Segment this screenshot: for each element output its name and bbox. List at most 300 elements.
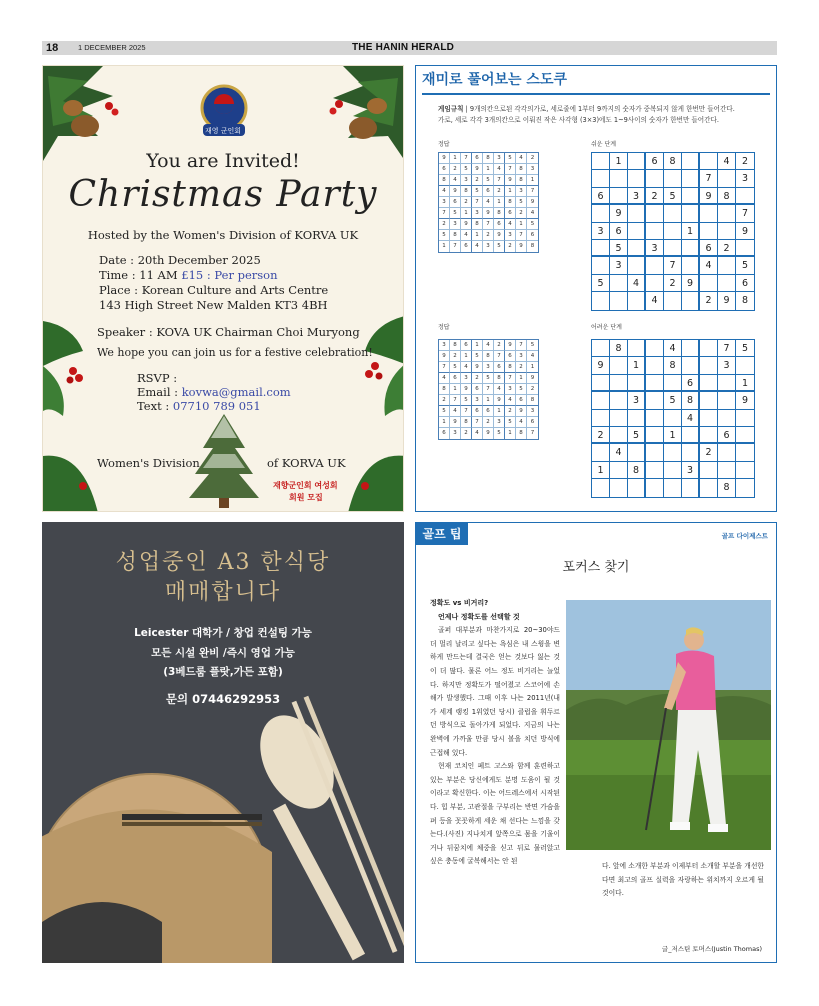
- sudoku-cell[interactable]: [682, 170, 700, 187]
- sudoku-cell[interactable]: [682, 427, 700, 444]
- sudoku-cell[interactable]: [664, 170, 682, 187]
- sudoku-cell[interactable]: [664, 292, 682, 309]
- sudoku-cell[interactable]: 6: [736, 275, 754, 292]
- sudoku-cell[interactable]: [736, 427, 754, 444]
- sudoku-cell: 7: [450, 241, 461, 252]
- sudoku-cell[interactable]: [700, 479, 718, 496]
- sudoku-cell: 4: [483, 197, 494, 208]
- sudoku-cell: 9: [439, 351, 450, 362]
- article-column-2: [602, 860, 764, 901]
- sudoku-cell[interactable]: [610, 275, 628, 292]
- article-headline: 포커스 찾기: [562, 560, 630, 575]
- sudoku-cell[interactable]: [736, 410, 754, 427]
- sudoku-cell[interactable]: 7: [664, 257, 682, 274]
- sudoku-cell[interactable]: 4: [646, 292, 664, 309]
- puzzle-grid-hard[interactable]: [591, 339, 755, 498]
- sudoku-cell: 2: [516, 208, 527, 219]
- sudoku-cell: 6: [472, 153, 483, 164]
- easy-label: 쉬운 단계: [591, 141, 617, 148]
- hope-line: We hope you can join us for a festive celebration!: [97, 346, 373, 359]
- sudoku-cell[interactable]: 5: [610, 240, 628, 257]
- sudoku-cell: 3: [461, 175, 472, 186]
- sudoku-cell: 5: [461, 395, 472, 406]
- sudoku-cell[interactable]: [592, 240, 610, 257]
- sudoku-cell[interactable]: [646, 275, 664, 292]
- sudoku-cell: 2: [527, 384, 538, 395]
- footer-korean-1: 재향군인회 여성회: [273, 481, 338, 490]
- sudoku-cell[interactable]: [718, 410, 736, 427]
- sudoku-cell: 9: [461, 219, 472, 230]
- ad-contact[interactable]: 문의 07446292953: [165, 692, 281, 706]
- sudoku-cell[interactable]: [628, 292, 646, 309]
- sudoku-cell[interactable]: [610, 357, 628, 374]
- sudoku-cell[interactable]: [610, 392, 628, 409]
- sudoku-cell[interactable]: 9: [718, 292, 736, 309]
- sudoku-cell: 3: [472, 208, 483, 219]
- sudoku-cell[interactable]: [610, 410, 628, 427]
- sudoku-cell: 3: [439, 340, 450, 351]
- sudoku-cell: 1: [527, 175, 538, 186]
- sudoku-cell[interactable]: [592, 444, 610, 461]
- sudoku-cell[interactable]: [718, 444, 736, 461]
- sudoku-cell[interactable]: 4: [610, 444, 628, 461]
- sudoku-cell[interactable]: 8: [741, 295, 749, 307]
- sudoku-cell[interactable]: [628, 375, 646, 392]
- sudoku-cell: 4: [472, 428, 483, 439]
- sudoku-cell: 8: [439, 175, 450, 186]
- sudoku-cell: 8: [505, 197, 516, 208]
- subhead-1: 정확도 vs 비거리?: [430, 599, 489, 607]
- sudoku-cell: 9: [461, 384, 472, 395]
- sudoku-cell[interactable]: 4: [628, 275, 646, 292]
- sudoku-cell[interactable]: 6: [718, 427, 736, 444]
- sudoku-cell[interactable]: [664, 205, 682, 222]
- sudoku-cell[interactable]: [646, 444, 664, 461]
- sudoku-cell: 2: [450, 164, 461, 175]
- sudoku-cell: 3: [527, 406, 538, 417]
- sudoku-cell: 9: [505, 340, 516, 351]
- sudoku-cell[interactable]: [682, 479, 700, 496]
- sudoku-cell[interactable]: 8: [610, 340, 628, 357]
- sudoku-cell[interactable]: [700, 153, 718, 170]
- sudoku-cell[interactable]: [646, 375, 664, 392]
- sudoku-cell: 9: [494, 230, 505, 241]
- christmas-invitation: [42, 65, 404, 512]
- sudoku-cell[interactable]: [718, 392, 736, 409]
- sudoku-cell[interactable]: 5: [628, 427, 646, 444]
- sudoku-cell[interactable]: [682, 205, 700, 222]
- text-line: Text : 07710 789 051: [137, 399, 261, 413]
- sudoku-cell[interactable]: [628, 479, 646, 496]
- sudoku-cell: 7: [483, 219, 494, 230]
- sudoku-cell: 4: [505, 219, 516, 230]
- sudoku-cell[interactable]: [718, 170, 736, 187]
- sudoku-cell[interactable]: [718, 205, 736, 222]
- email-link[interactable]: kovwa@gmail.com: [181, 385, 291, 399]
- sudoku-cell[interactable]: 2: [700, 292, 718, 309]
- sudoku-cell[interactable]: [592, 340, 610, 357]
- sudoku-cell: 6: [450, 197, 461, 208]
- sudoku-cell: 2: [439, 395, 450, 406]
- sudoku-cell[interactable]: 3: [592, 223, 610, 240]
- issue-date: 1 DECEMBER 2025: [78, 43, 146, 52]
- sudoku-cell[interactable]: 2: [700, 444, 718, 461]
- sudoku-cell[interactable]: [682, 240, 700, 257]
- sudoku-cell[interactable]: [592, 392, 610, 409]
- sudoku-cell[interactable]: 3: [736, 170, 754, 187]
- sudoku-cell[interactable]: [628, 340, 646, 357]
- sudoku-cell[interactable]: 9: [610, 205, 628, 222]
- party-title: Christmas Party: [68, 174, 378, 215]
- sudoku-cell: 2: [505, 406, 516, 417]
- sudoku-cell: 7: [516, 340, 527, 351]
- sudoku-cell: 4: [516, 417, 527, 428]
- sudoku-cell: 8: [530, 243, 535, 249]
- sudoku-cell: 6: [505, 351, 516, 362]
- sudoku-cell: 9: [505, 175, 516, 186]
- sudoku-cell[interactable]: [664, 240, 682, 257]
- sudoku-cell: 3: [450, 219, 461, 230]
- sudoku-cell: 5: [505, 153, 516, 164]
- sudoku-cell: 5: [472, 351, 483, 362]
- sudoku-cell[interactable]: [610, 427, 628, 444]
- address-line: 143 High Street New Malden KT3 4BH: [99, 298, 328, 312]
- sudoku-cell[interactable]: 1: [664, 427, 682, 444]
- sudoku-cell: 2: [516, 362, 527, 373]
- sudoku-cell[interactable]: [646, 427, 664, 444]
- sudoku-cell[interactable]: 9: [592, 357, 610, 374]
- sudoku-cell: 2: [527, 153, 538, 164]
- sudoku-cell: 3: [483, 362, 494, 373]
- puzzle-grid-easy[interactable]: [591, 152, 755, 311]
- sudoku-cell[interactable]: 4: [682, 410, 700, 427]
- sudoku-cell[interactable]: [700, 462, 718, 479]
- sudoku-cell[interactable]: [736, 188, 754, 205]
- ad-line-3: (3베드룸 플랏,가든 포함): [163, 666, 283, 678]
- sudoku-cell[interactable]: [700, 357, 718, 374]
- sudoku-cell: 1: [439, 241, 450, 252]
- sudoku-cell[interactable]: 2: [718, 240, 736, 257]
- sudoku-cell: 4: [483, 340, 494, 351]
- sudoku-cell[interactable]: [592, 479, 610, 496]
- golfer-photo: [566, 600, 771, 850]
- sudoku-cell[interactable]: 2: [664, 275, 682, 292]
- sudoku-cell[interactable]: 7: [718, 340, 736, 357]
- sudoku-cell: 6: [439, 428, 450, 439]
- sudoku-cell[interactable]: [592, 257, 610, 274]
- answer-label-easy: 정답: [438, 141, 450, 148]
- sudoku-cell[interactable]: [718, 275, 736, 292]
- sudoku-cell: 9: [483, 208, 494, 219]
- sudoku-cell: 7: [472, 197, 483, 208]
- sudoku-panel: [415, 65, 777, 512]
- sudoku-cell: 8: [516, 428, 527, 439]
- sudoku-cell[interactable]: 9: [736, 392, 754, 409]
- answer-grid-easy: [438, 152, 539, 253]
- sudoku-cell[interactable]: [628, 240, 646, 257]
- sudoku-cell[interactable]: 1: [628, 357, 646, 374]
- sudoku-cell[interactable]: [592, 170, 610, 187]
- sudoku-cell[interactable]: [664, 223, 682, 240]
- sudoku-cell: 7: [483, 384, 494, 395]
- hard-label: 어려운 단계: [591, 324, 622, 331]
- sudoku-cell[interactable]: [592, 292, 610, 309]
- sudoku-cell[interactable]: [682, 340, 700, 357]
- sudoku-cell[interactable]: 4: [718, 153, 736, 170]
- sudoku-cell[interactable]: 5: [736, 340, 754, 357]
- sudoku-cell: 8: [450, 340, 461, 351]
- invite-heading: You are Invited!: [146, 150, 300, 172]
- sudoku-cell: 9: [516, 241, 527, 252]
- sudoku-cell: 7: [505, 164, 516, 175]
- sudoku-cell: 5: [472, 186, 483, 197]
- sudoku-cell[interactable]: [718, 462, 736, 479]
- sudoku-cell[interactable]: [628, 444, 646, 461]
- sudoku-cell[interactable]: 5: [736, 257, 754, 274]
- sudoku-cell[interactable]: 5: [664, 392, 682, 409]
- sudoku-cell: 6: [472, 406, 483, 417]
- sudoku-cell[interactable]: [628, 170, 646, 187]
- sudoku-cell[interactable]: 1: [736, 375, 754, 392]
- sudoku-cell: 6: [461, 241, 472, 252]
- sudoku-cell[interactable]: 3: [628, 392, 646, 409]
- sudoku-cell[interactable]: [700, 205, 718, 222]
- subhead-2: 언제나 정확도를 선택할 것: [438, 612, 520, 621]
- sudoku-cell[interactable]: [646, 462, 664, 479]
- speaker-line: Speaker : KOVA UK Chairman Choi Muryong: [97, 325, 360, 339]
- sudoku-cell: 9: [450, 186, 461, 197]
- sudoku-cell[interactable]: [628, 205, 646, 222]
- sudoku-cell[interactable]: [628, 223, 646, 240]
- sudoku-cell[interactable]: 5: [664, 188, 682, 205]
- sudoku-cell: 5: [450, 362, 461, 373]
- sudoku-cell[interactable]: [736, 357, 754, 374]
- sudoku-cell[interactable]: 2: [646, 188, 664, 205]
- sudoku-cell: 8: [494, 373, 505, 384]
- sudoku-cell[interactable]: 6: [646, 153, 664, 170]
- sudoku-cell: 5: [483, 373, 494, 384]
- sudoku-cell[interactable]: [610, 479, 628, 496]
- ad-headline-1: 성업중인 A3 한식당: [115, 550, 331, 575]
- sudoku-cell[interactable]: 8: [664, 153, 682, 170]
- sudoku-cell[interactable]: [592, 375, 610, 392]
- sudoku-cell: 4: [439, 373, 450, 384]
- sudoku-cell: 3: [472, 395, 483, 406]
- sudoku-cell[interactable]: [646, 340, 664, 357]
- sudoku-cell[interactable]: [700, 375, 718, 392]
- sudoku-cell[interactable]: [664, 462, 682, 479]
- sudoku-cell[interactable]: [682, 292, 700, 309]
- sudoku-cell[interactable]: 1: [592, 462, 610, 479]
- sudoku-cell: 5: [527, 219, 538, 230]
- sudoku-cell: 7: [461, 406, 472, 417]
- sudoku-cell[interactable]: [610, 170, 628, 187]
- sudoku-cell: 9: [494, 395, 505, 406]
- sudoku-cell: 4: [494, 384, 505, 395]
- sudoku-cell: 1: [494, 406, 505, 417]
- sudoku-cell[interactable]: 9: [736, 223, 754, 240]
- sudoku-cell[interactable]: 6: [700, 240, 718, 257]
- sudoku-cell[interactable]: 3: [610, 257, 628, 274]
- paragraph-2: 현재 코치인 페트 고스와 함께 훈련하고 있는 부분은 당신에게도 분명 도움이 될 것이라고 확신한다. 이는 어드레스에서 시작된다. 힙 부분, 고관절을 구부리는 반면 가슴을 펴 등을 꼿꼿하게 세운 채 선다는 느낌을 갖는다.(사진) 지나치게 앞쪽으로 몸을 기울이거나 뒤꿈치에 체중을 싣고 뒤로 물러앉고 싶은 충동에 굴복해서는 안 된: [430, 762, 560, 866]
- sudoku-cell: 6: [494, 219, 505, 230]
- sudoku-cell[interactable]: 6: [610, 223, 628, 240]
- sudoku-cell: 3: [450, 428, 461, 439]
- sudoku-cell[interactable]: 4: [664, 340, 682, 357]
- sudoku-cell[interactable]: [682, 444, 700, 461]
- sudoku-cell[interactable]: [718, 257, 736, 274]
- sudoku-cell: 7: [527, 186, 538, 197]
- sudoku-cell[interactable]: 3: [718, 357, 736, 374]
- sudoku-cell[interactable]: [682, 257, 700, 274]
- sudoku-cell[interactable]: [610, 292, 628, 309]
- sudoku-cell[interactable]: [682, 357, 700, 374]
- sudoku-cell[interactable]: [700, 340, 718, 357]
- sudoku-cell: 1: [439, 417, 450, 428]
- sudoku-cell: 8: [483, 351, 494, 362]
- sudoku-cell[interactable]: [664, 479, 682, 496]
- sudoku-cell: 3: [483, 241, 494, 252]
- sudoku-cell[interactable]: [718, 223, 736, 240]
- sudoku-cell: 2: [472, 373, 483, 384]
- sudoku-cell: 4: [439, 186, 450, 197]
- sudoku-cell[interactable]: 4: [700, 257, 718, 274]
- article-column-1: [430, 597, 560, 937]
- sudoku-cell[interactable]: [646, 205, 664, 222]
- sudoku-cell: 1: [505, 186, 516, 197]
- sudoku-cell[interactable]: 9: [700, 188, 718, 205]
- sudoku-cell[interactable]: [682, 153, 700, 170]
- sudoku-cell: 1: [483, 395, 494, 406]
- sudoku-cell[interactable]: [736, 240, 754, 257]
- sudoku-cell: 5: [439, 406, 450, 417]
- sudoku-cell[interactable]: [610, 188, 628, 205]
- sudoku-cell[interactable]: [592, 153, 610, 170]
- sudoku-cell[interactable]: [628, 410, 646, 427]
- sudoku-cell[interactable]: 2: [736, 153, 754, 170]
- date-line: Date : 20th December 2025: [99, 253, 261, 267]
- sudoku-cell[interactable]: 6: [592, 188, 610, 205]
- sudoku-cell[interactable]: [736, 444, 754, 461]
- sudoku-cell[interactable]: [646, 479, 664, 496]
- sudoku-cell: 1: [450, 153, 461, 164]
- sudoku-cell: 2: [483, 417, 494, 428]
- sudoku-cell: 2: [450, 351, 461, 362]
- ad-line-1: Leicester 대학가 / 창업 컨설팅 가능: [134, 627, 312, 639]
- sudoku-cell[interactable]: [646, 257, 664, 274]
- time-line: Time : 11 AM £15 : Per person: [99, 268, 278, 282]
- sudoku-cell: 7: [494, 351, 505, 362]
- sudoku-cell[interactable]: [628, 153, 646, 170]
- sudoku-cell: 4: [516, 153, 527, 164]
- sudoku-cell[interactable]: 8: [628, 462, 646, 479]
- sudoku-cell: 5: [516, 384, 527, 395]
- sudoku-cell: 9: [516, 406, 527, 417]
- sudoku-cell: 7: [530, 430, 535, 436]
- sudoku-cell: 1: [516, 373, 527, 384]
- sudoku-cell[interactable]: 1: [682, 223, 700, 240]
- sudoku-cell[interactable]: 2: [592, 427, 610, 444]
- sudoku-cell: 4: [472, 241, 483, 252]
- sudoku-cell[interactable]: [646, 223, 664, 240]
- sudoku-cell: 9: [472, 164, 483, 175]
- sudoku-cell[interactable]: [592, 205, 610, 222]
- sudoku-cell: 7: [439, 362, 450, 373]
- sudoku-cell[interactable]: 3: [628, 188, 646, 205]
- sudoku-cell[interactable]: [700, 410, 718, 427]
- sudoku-cell: 1: [527, 362, 538, 373]
- sudoku-cell[interactable]: [664, 410, 682, 427]
- sudoku-cell[interactable]: [664, 375, 682, 392]
- sudoku-cell: 3: [505, 384, 516, 395]
- footer-korean-2: 회원 모집: [289, 493, 323, 502]
- sudoku-cell[interactable]: [646, 410, 664, 427]
- sudoku-cell[interactable]: 8: [682, 392, 700, 409]
- sudoku-cell: 5: [494, 428, 505, 439]
- sudoku-cell[interactable]: 7: [700, 170, 718, 187]
- sudoku-cell: 1: [505, 428, 516, 439]
- sudoku-cell: 6: [527, 230, 538, 241]
- sudoku-cell: 6: [505, 208, 516, 219]
- sudoku-rules: 게임규칙 | 9개의칸으로된 각각의가로, 세로줄에 1부터 9까지의 숫자가 중복되지 않게 한번만 들어간다. 가로, 세로 각각 3개의칸으로 이뤄진 작은 사각형 (3×3)에도 1~9사이의 숫자가 한번만 들어간다.: [438, 105, 735, 124]
- sudoku-cell: 2: [461, 428, 472, 439]
- sudoku-cell: 2: [483, 230, 494, 241]
- sudoku-cell: 8: [483, 153, 494, 164]
- sudoku-cell[interactable]: 1: [610, 153, 628, 170]
- sudoku-cell[interactable]: [610, 375, 628, 392]
- sudoku-cell[interactable]: [646, 357, 664, 374]
- phone-number[interactable]: 07710 789 051: [172, 399, 261, 413]
- sudoku-cell[interactable]: 3: [646, 240, 664, 257]
- sudoku-cell[interactable]: 7: [736, 205, 754, 222]
- sudoku-cell[interactable]: [682, 188, 700, 205]
- sudoku-cell: 5: [483, 175, 494, 186]
- sudoku-cell: 3: [505, 230, 516, 241]
- sudoku-cell[interactable]: [664, 444, 682, 461]
- sudoku-cell[interactable]: [700, 427, 718, 444]
- sudoku-cell[interactable]: 3: [682, 462, 700, 479]
- sudoku-cell[interactable]: [718, 375, 736, 392]
- sudoku-cell[interactable]: [610, 462, 628, 479]
- email-line: Email : kovwa@gmail.com: [137, 385, 291, 399]
- sudoku-cell[interactable]: 8: [718, 479, 736, 496]
- sudoku-cell: 5: [505, 417, 516, 428]
- sudoku-cell[interactable]: 8: [718, 188, 736, 205]
- sudoku-cell: 9: [439, 153, 450, 164]
- sudoku-cell: 5: [516, 197, 527, 208]
- sudoku-cell[interactable]: 9: [682, 275, 700, 292]
- sudoku-cell[interactable]: 6: [682, 375, 700, 392]
- sudoku-cell[interactable]: [700, 392, 718, 409]
- sudoku-cell[interactable]: 5: [592, 275, 610, 292]
- sudoku-cell: 6: [483, 406, 494, 417]
- sudoku-cell[interactable]: 8: [664, 357, 682, 374]
- sudoku-cell[interactable]: [736, 479, 754, 496]
- sudoku-cell[interactable]: [736, 462, 754, 479]
- sudoku-cell: 2: [439, 219, 450, 230]
- sudoku-cell[interactable]: [700, 223, 718, 240]
- sudoku-cell[interactable]: [646, 170, 664, 187]
- sudoku-cell[interactable]: [700, 275, 718, 292]
- rsvp-line: RSVP :: [137, 371, 178, 385]
- sudoku-cell[interactable]: [646, 392, 664, 409]
- emblem-label: 재영 군인회: [204, 127, 242, 135]
- page-number: 18: [46, 42, 59, 54]
- sudoku-cell[interactable]: [628, 257, 646, 274]
- sudoku-cell[interactable]: [592, 410, 610, 427]
- sudoku-cell: 1: [461, 208, 472, 219]
- restaurant-sale-ad: [42, 522, 404, 963]
